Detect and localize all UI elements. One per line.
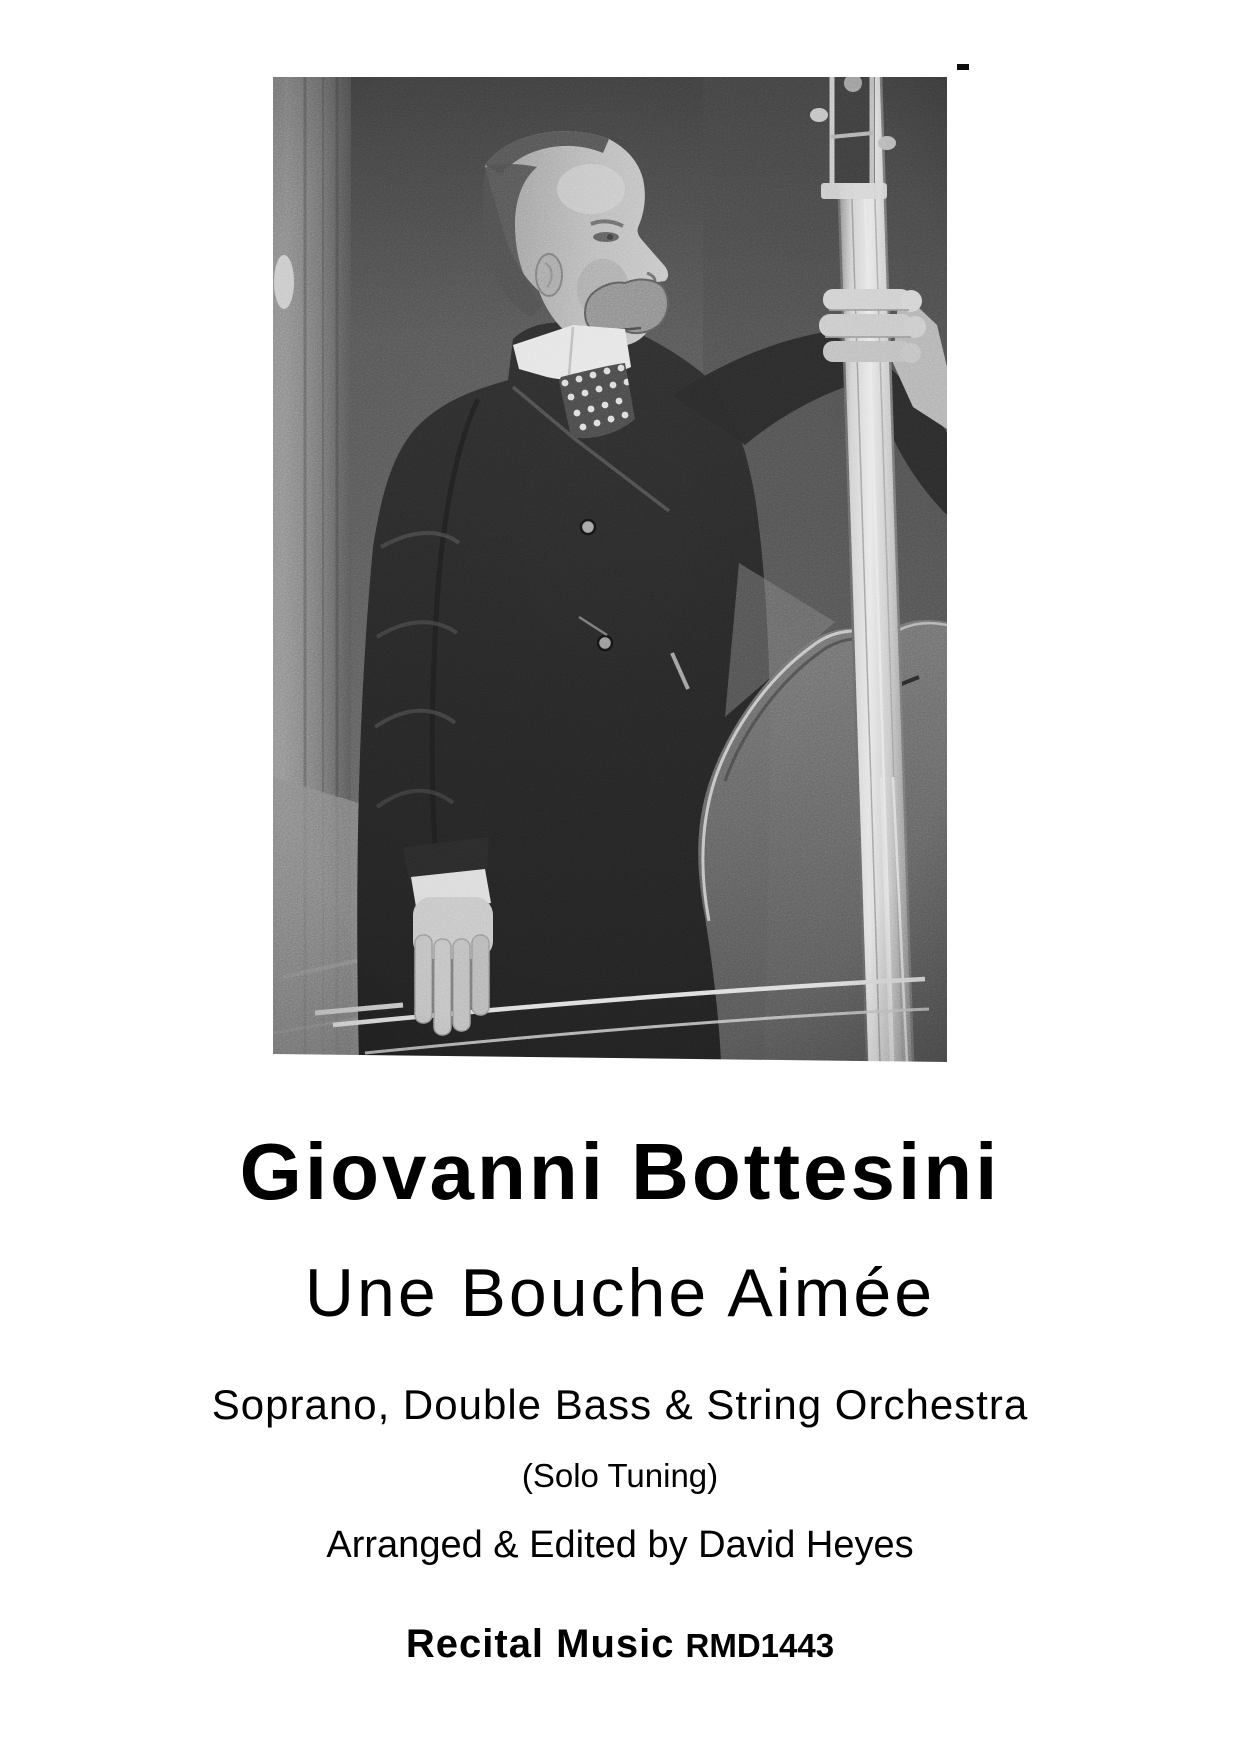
composer-name: Giovanni Bottesini <box>239 1127 1001 1216</box>
composer-photograph <box>273 77 947 1062</box>
scan-artifact-mark <box>957 64 969 70</box>
publisher-name: Recital Music <box>405 1622 675 1666</box>
tuning-note: (Solo Tuning) <box>521 1457 719 1494</box>
arranger-credit: Arranged & Edited by David Heyes <box>326 1524 914 1566</box>
instrumentation: Soprano, Double Bass & String Orchestra <box>211 1381 1029 1428</box>
publisher-line <box>0 1624 1240 1664</box>
film-grain <box>273 77 947 1062</box>
catalog-number: RMD1443 <box>685 1627 835 1664</box>
work-title: Une Bouche Aimée <box>304 1255 936 1331</box>
composer-photo-illustration <box>273 77 947 1062</box>
